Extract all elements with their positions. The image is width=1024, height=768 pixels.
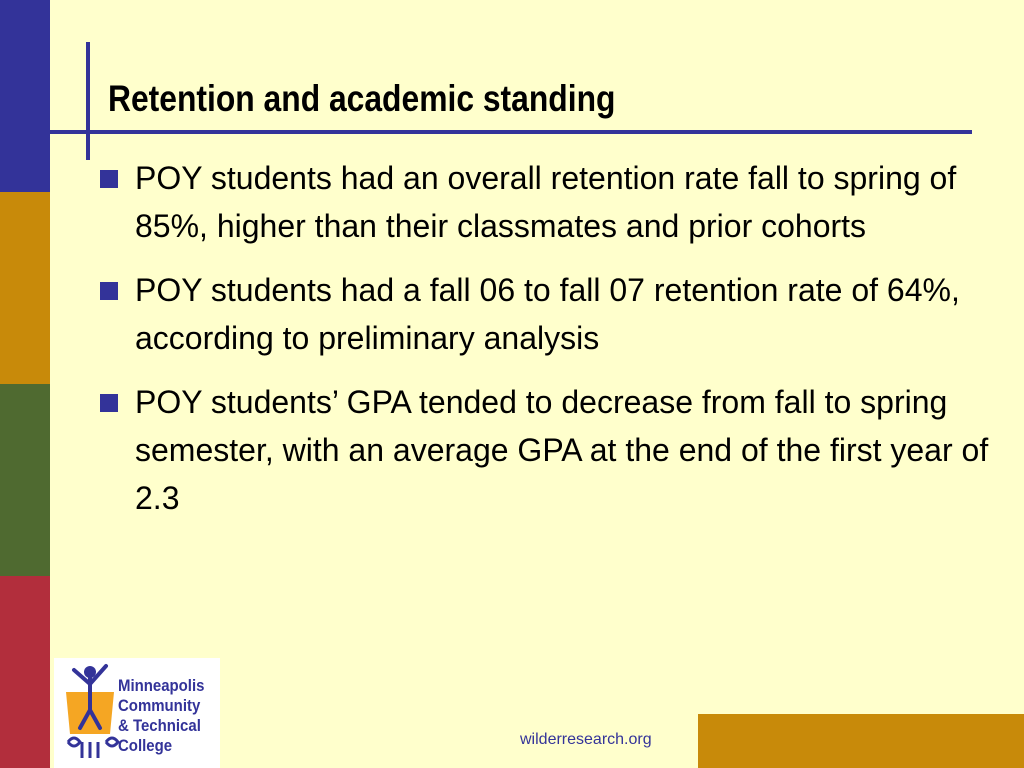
title-horizontal-rule xyxy=(50,130,972,134)
bullet-text: POY students had a fall 06 to fall 07 retention rate of 64%, according to preliminary analysis xyxy=(135,272,960,356)
logo-line: College xyxy=(118,736,173,755)
college-logo xyxy=(54,658,220,768)
bullet-text: POY students’ GPA tended to decrease from fall to spring semester, with an average GPA at the end of the first year of 2.3 xyxy=(135,384,989,516)
left-stripe-gold xyxy=(0,192,50,384)
logo-line: Minneapolis xyxy=(118,676,205,695)
footer-bar xyxy=(698,714,1024,768)
bullet-item xyxy=(100,378,990,522)
logo-line: Community xyxy=(118,696,201,715)
bullet-item xyxy=(100,154,990,250)
person-figure-icon xyxy=(60,662,120,762)
square-bullet-icon xyxy=(100,394,118,412)
slide-title: Retention and academic standing xyxy=(108,78,616,119)
footer-url: wilderresearch.org xyxy=(520,731,652,748)
left-stripe-green xyxy=(0,384,50,576)
square-bullet-icon xyxy=(100,170,118,188)
left-stripe-red xyxy=(0,576,50,768)
logo-line: & Technical xyxy=(118,716,201,735)
left-stripe-blue xyxy=(0,0,50,192)
title-vertical-rule xyxy=(86,42,90,160)
bullet-list xyxy=(100,154,990,538)
square-bullet-icon xyxy=(100,282,118,300)
bullet-item xyxy=(100,266,990,362)
bullet-text: POY students had an overall retention rate fall to spring of 85%, higher than their classmates and prior cohorts xyxy=(135,160,957,244)
